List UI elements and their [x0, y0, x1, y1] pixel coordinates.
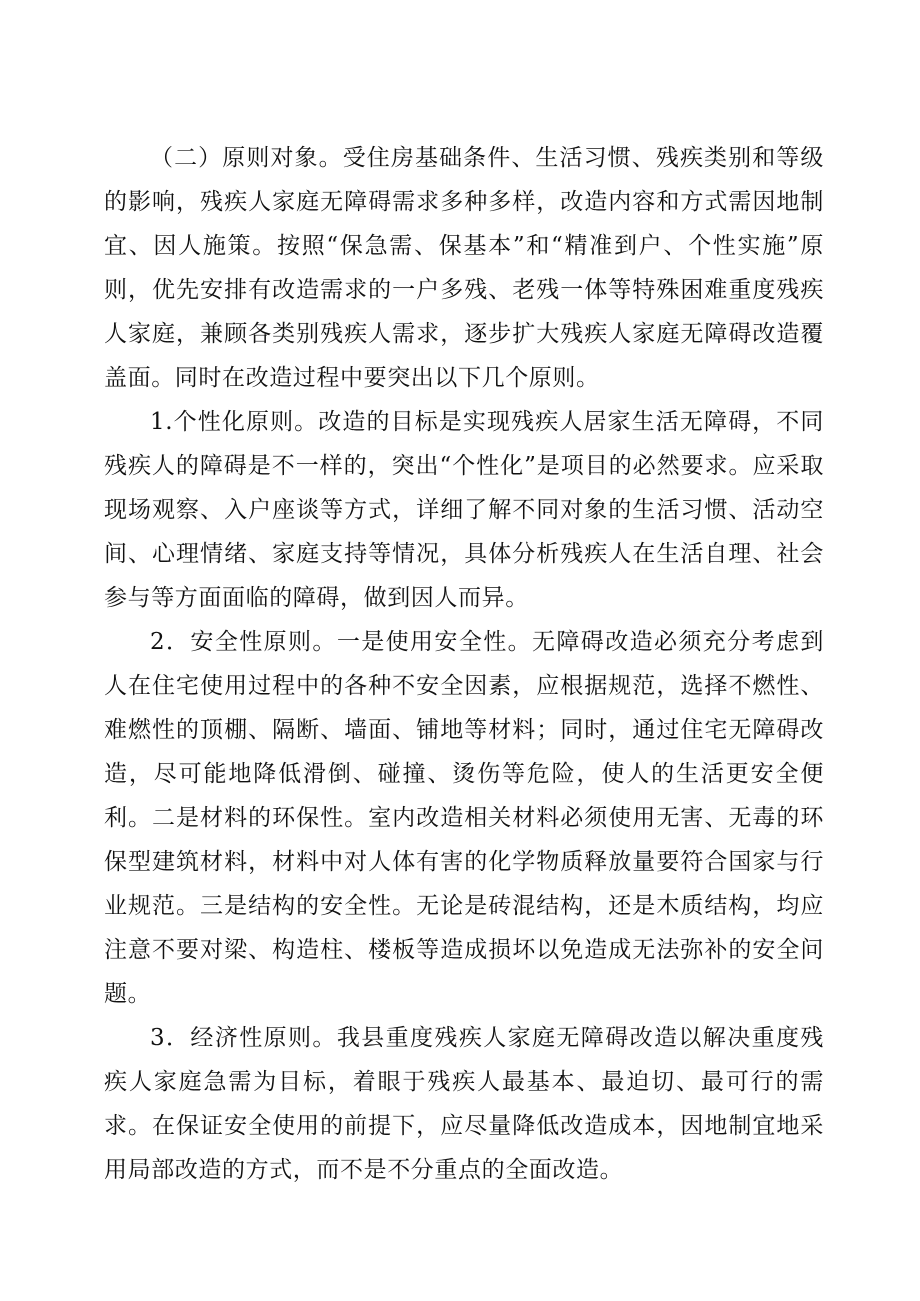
paragraph-principles-overview: （二）原则对象。受住房基础条件、生活习惯、残疾类别和等级的影响，残疾人家庭无障碍需求多种多样，改造内容和方式需因地制宜、因人施策。按照“保急需、保基本”和“精准到户、个性实施”原则，优先安排有改造需求的一户多残、老残一体等特殊困难重度残疾人家庭，兼顾各类别残疾人需求，逐步扩大残疾人家庭无障碍改造覆盖面。同时在改造过程中要突出以下几个原则。 — [104, 145, 824, 391]
document-body — [104, 136, 824, 1192]
paragraph-economy-principle: 3．经济性原则。我县重度残疾人家庭无障碍改造以解决重度残疾人家庭急需为目标，着眼于残疾人最基本、最迫切、最可行的需求。在保证安全使用的前提下，应尽量降低改造成本，因地制宜地采用局部改造的方式，而不是不分重点的全面改造。 — [104, 1025, 824, 1183]
paragraph-personalization-principle: 1.个性化原则。改造的目标是实现残疾人居家生活无障碍，不同残疾人的障碍是不一样的，突出“个性化”是项目的必然要求。应采取现场观察、入户座谈等方式，详细了解不同对象的生活习惯、活动空间、心理情绪、家庭支持等情况，具体分析残疾人在生活自理、社会参与等方面面临的障碍，做到因人而异。 — [104, 409, 824, 611]
paragraph-safety-principle: 2．安全性原则。一是使用安全性。无障碍改造必须充分考虑到人在住宅使用过程中的各种不安全因素，应根据规范，选择不燃性、难燃性的顶棚、隔断、墙面、铺地等材料；同时，通过住宅无障碍改造，尽可能地降低滑倒、碰撞、烫伤等危险，使人的生活更安全便利。二是材料的环保性。室内改造相关材料必须使用无害、无毒的环保型建筑材料，材料中对人体有害的化学物质释放量要符合国家与行业规范。三是结构的安全性。无论是砖混结构，还是木质结构，均应注意不要对梁、构造柱、楼板等造成损坏以免造成无法弥补的安全问题。 — [104, 629, 824, 1007]
